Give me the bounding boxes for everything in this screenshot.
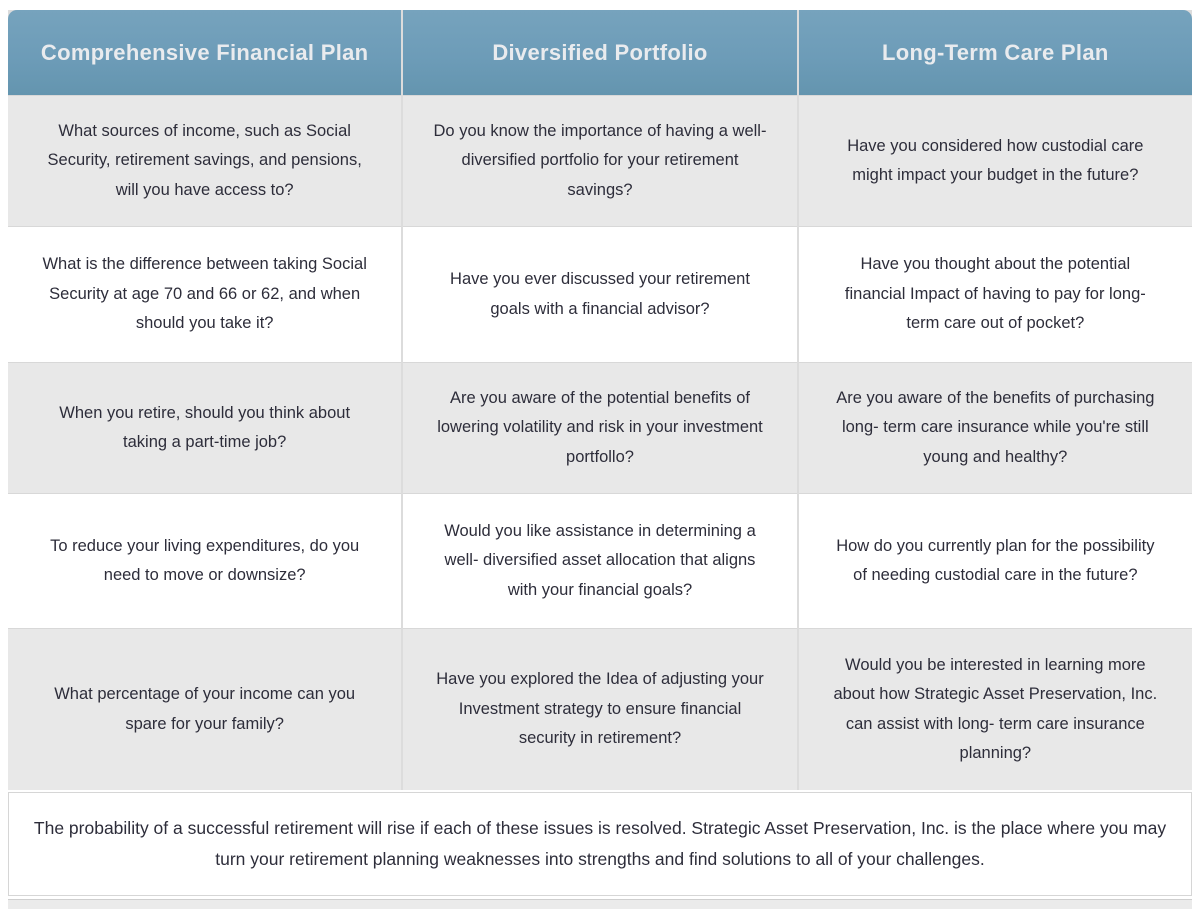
table-cell xyxy=(8,362,401,493)
table-cell xyxy=(799,493,1192,628)
comparison-table xyxy=(8,10,1192,790)
table-cell xyxy=(403,95,796,226)
summary-footer xyxy=(8,792,1192,896)
table-cell xyxy=(799,95,1192,226)
column-header-comprehensive-financial-plan xyxy=(8,10,401,95)
column-header-diversified-portfolio xyxy=(403,10,796,95)
question-text: Would you like assistance in determining a well- diversified asset allocation that aligns with your financial goals? xyxy=(444,521,756,599)
table-cell xyxy=(403,493,796,628)
question-text: Are you aware of the benefits of purchasing long- term care insurance while you're still young and healthy? xyxy=(836,388,1155,466)
table-cell xyxy=(403,628,796,790)
question-text: How do you currently plan for the possibility of needing custodial care in the future? xyxy=(836,536,1155,584)
question-text: What percentage of your income can you spare for your family? xyxy=(54,685,356,733)
question-text: What is the difference between taking Social Security at age 70 and 66 or 62, and when should you take it? xyxy=(42,255,367,333)
table-cell xyxy=(8,226,401,362)
table-cell xyxy=(799,362,1192,493)
question-text: Have you considered how custodial care might impact your budget in the future? xyxy=(847,136,1144,184)
question-text: Would you be interested in learning more about how Strategic Asset Preservation, Inc. can assist with long- term care insurance planning? xyxy=(833,655,1158,762)
question-text: Have you thought about the potential financial Impact of having to pay for long-term care out of pocket? xyxy=(844,255,1146,333)
question-text: When you retire, should you think about taking a part-time job? xyxy=(59,403,351,451)
question-text: Do you know the importance of having a well- diversified portfolio for your retirement savings? xyxy=(433,121,767,199)
table-cell xyxy=(799,628,1192,790)
question-text: Have you ever discussed your retirement goals with a financial advisor? xyxy=(450,270,750,318)
column-header-label: Long-Term Care Plan xyxy=(882,39,1109,65)
question-text: To reduce your living expenditures, do you need to move or downsize? xyxy=(50,536,360,584)
next-section-strip xyxy=(8,899,1192,909)
table-cell xyxy=(8,628,401,790)
summary-text: The probability of a successful retirement will rise if each of these issues is resolved. Strategic Asset Preservation, Inc. is the place where you may turn your retirement planning weaknesses into strengths and find solutions to all of your challenges. xyxy=(33,818,1167,869)
table-cell xyxy=(8,95,401,226)
question-text: What sources of income, such as Social Security, retirement savings, and pensions, will you have access to? xyxy=(47,121,362,199)
question-text: Have you explored the Idea of adjusting your Investment strategy to ensure financial security in retirement? xyxy=(436,670,764,748)
table-cell xyxy=(8,493,401,628)
table-cell xyxy=(799,226,1192,362)
column-header-label: Comprehensive Financial Plan xyxy=(40,39,369,65)
table-cell xyxy=(403,362,796,493)
column-header-long-term-care-plan xyxy=(799,10,1192,95)
table-cell xyxy=(403,226,796,362)
question-text: Are you aware of the potential benefits of lowering volatility and risk in your investment portfollo? xyxy=(437,388,763,466)
column-header-label: Diversified Portfolio xyxy=(492,39,708,65)
